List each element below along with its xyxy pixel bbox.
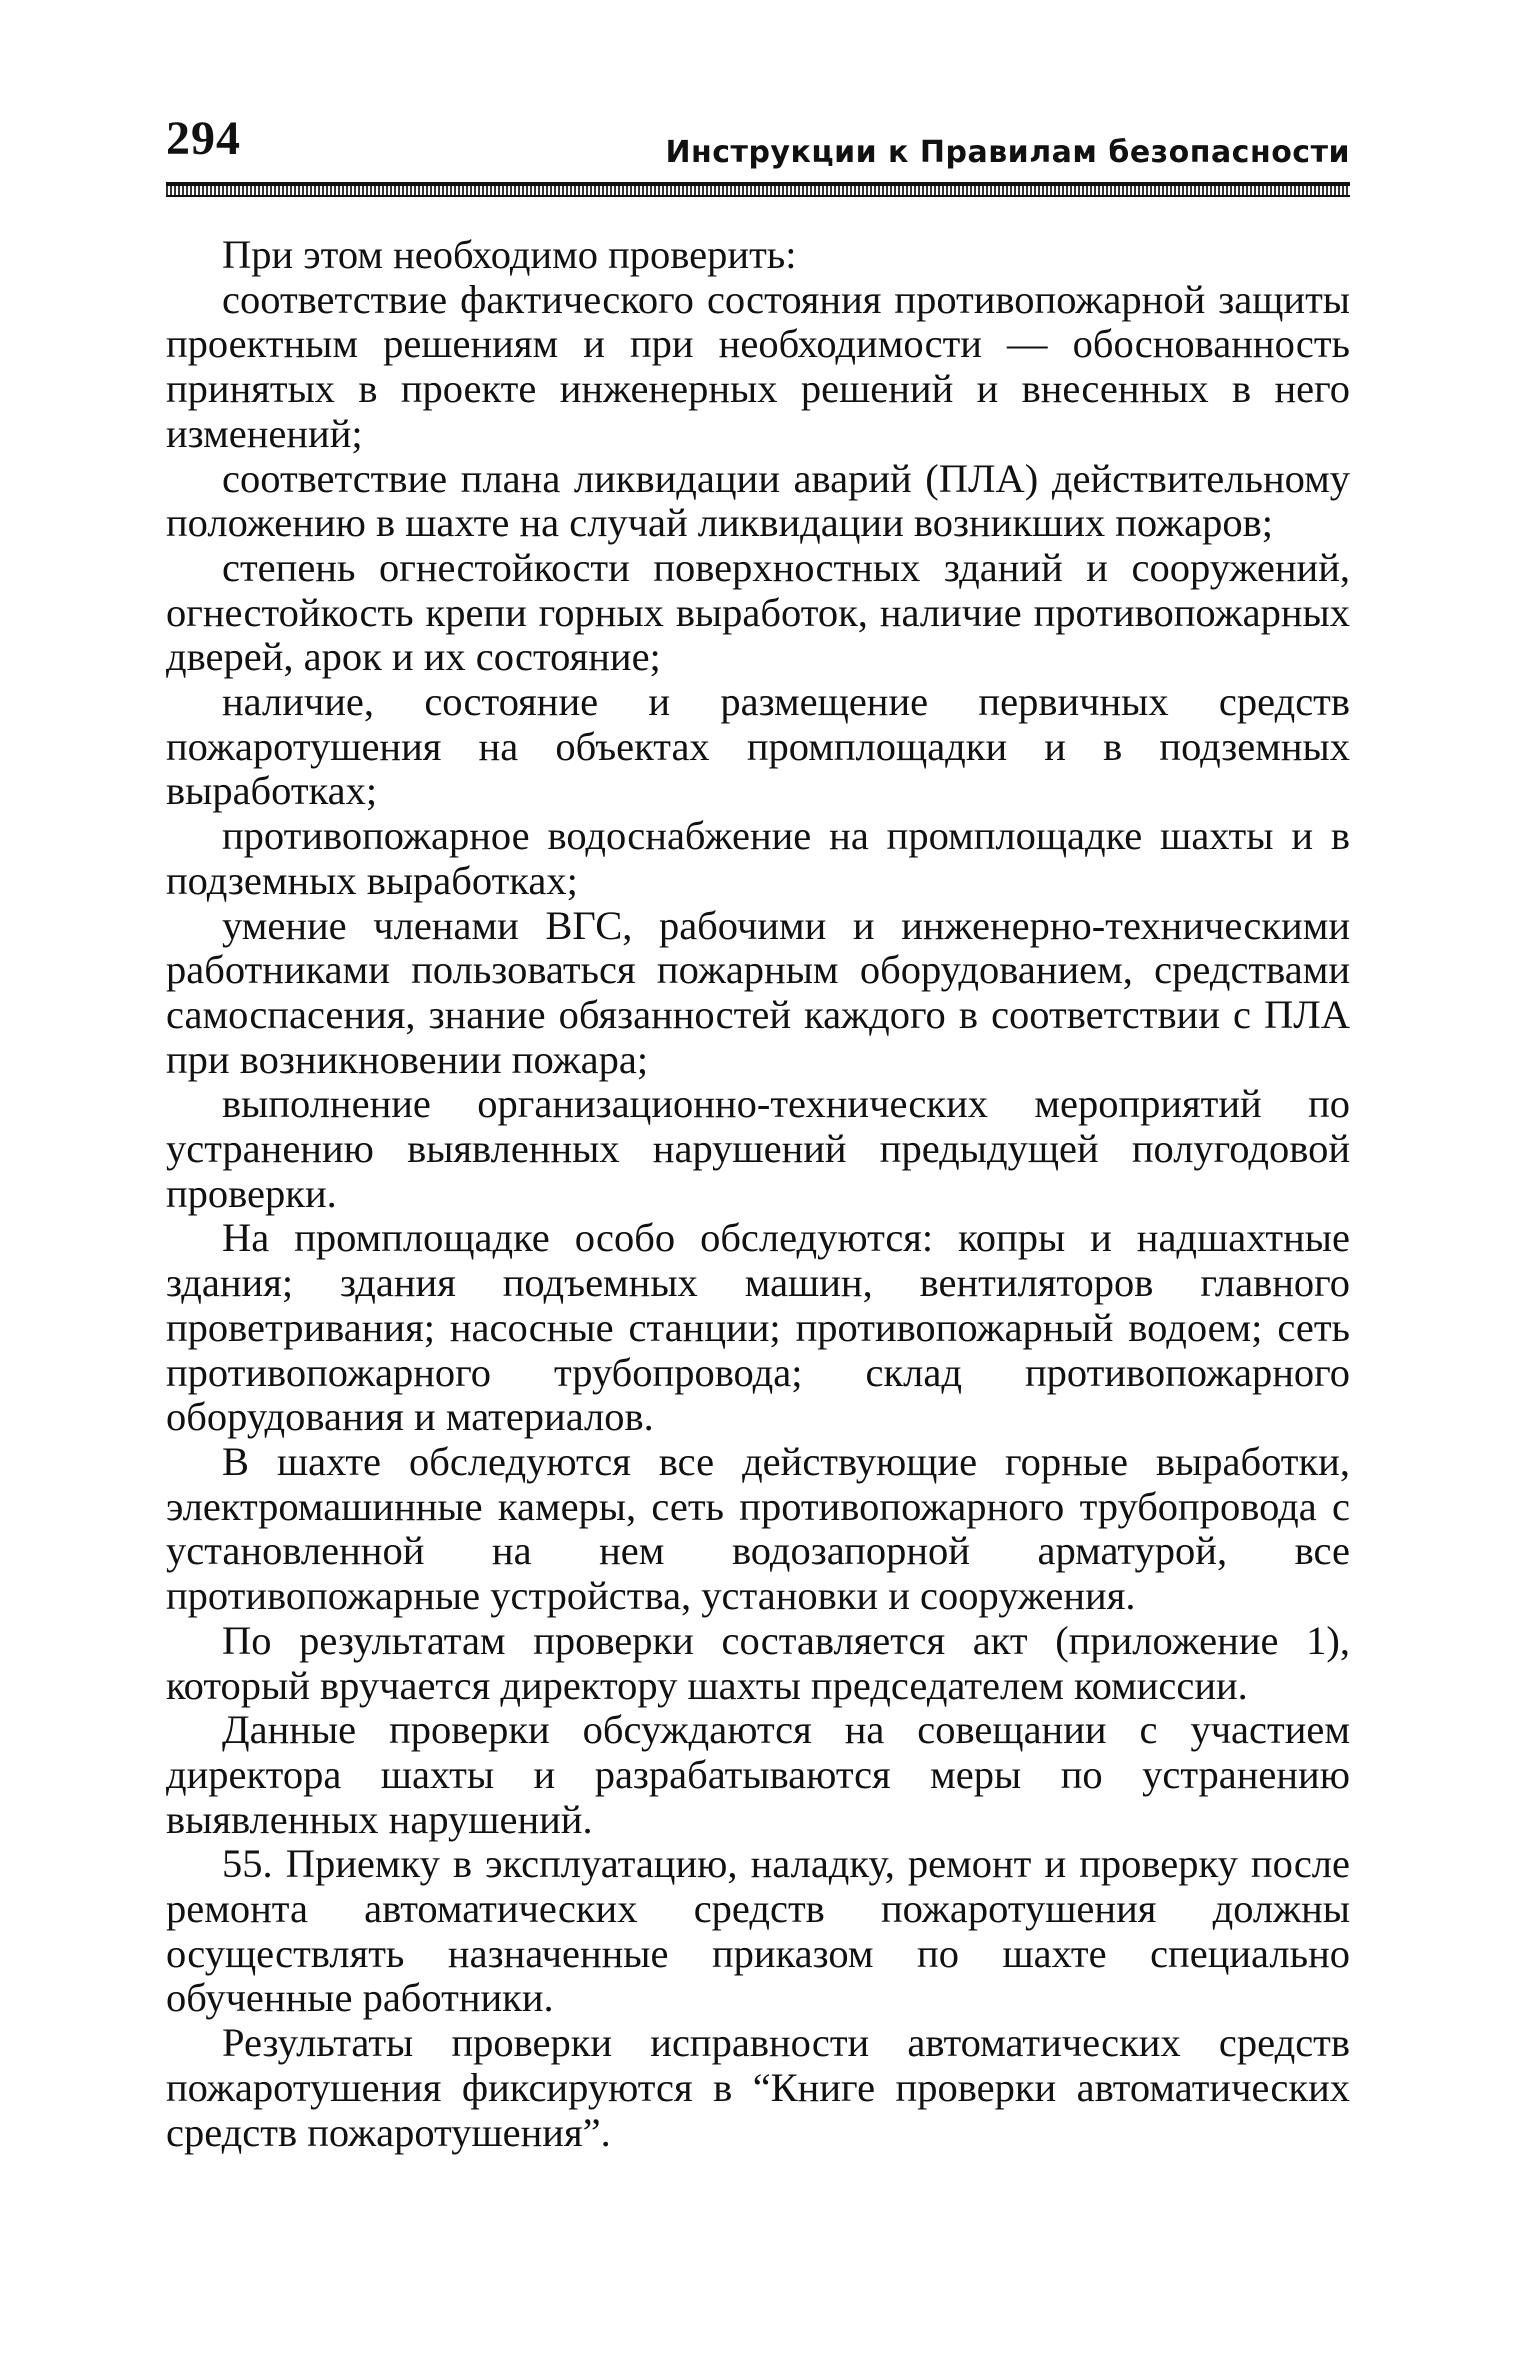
book-page bbox=[166, 110, 1350, 2155]
header-rule bbox=[166, 182, 1350, 197]
paragraph: наличие, состояние и размещение первичных средств пожаротушения на объектах промплощадки и в подземных выработках; bbox=[166, 679, 1350, 814]
paragraph: умение членами ВГС, рабочими и инженерно-техническими работниками пользоваться пожарным оборудованием, средствами самоспасения, знание обязанностей каждого в соответствии с ПЛА при возникновении пожара; bbox=[166, 902, 1350, 1082]
paragraph: При этом необходимо проверить: bbox=[222, 232, 797, 277]
body-text bbox=[166, 233, 1350, 2155]
paragraph: 55. Приемку в эксплуатацию, наладку, ремонт и проверку после ремонта автоматических средств пожаротушения должны осуществлять назначенные приказом по шахте специально обученные работники. bbox=[166, 1841, 1350, 2021]
paragraph: соответствие фактического состояния противопожарной защиты проектным решениям и при необходимости — обоснованность принятых в проекте инженерных решений и внесенных в него изменений; bbox=[166, 276, 1350, 456]
paragraph: соответствие плана ликвидации аварий (ПЛА) действительному положению в шахте на случай ликвидации возникших пожаров; bbox=[166, 455, 1350, 546]
paragraph: степень огнестойкости поверхностных зданий и сооружений, огнестойкость крепи горных выработок, наличие противопожарных дверей, арок и их состояние; bbox=[166, 544, 1350, 680]
paragraph: Данные проверки обсуждаются на совещании с участием директора шахты и разрабатываются меры по устранению выявленных нарушений. bbox=[166, 1707, 1350, 1842]
paragraph: противопожарное водоснабжение на промплощадке шахты и в подземных выработках; bbox=[166, 813, 1350, 903]
paragraph: На промплощадке особо обследуются: копры и надшахтные здания; здания подъемных машин, вентиляторов главного проветривания; насосные станции; противопожарный водоем; сеть противопожарного трубопровода; склад противопожарного оборудования и материалов. bbox=[166, 1215, 1350, 1440]
paragraph: Результаты проверки исправности автоматических средств пожаротушения фиксируются в “Книге проверки автоматических средств пожаротушения”. bbox=[166, 2020, 1350, 2155]
running-title: Инструкции к Правилам безопасности bbox=[665, 135, 1350, 170]
running-head bbox=[166, 110, 1350, 176]
paragraph: В шахте обследуются все действующие горные выработки, электромашинные камеры, сеть противопожарного трубопровода с установленной на нем водозапорной арматурой, все противопожарные устройства, установки и сооружения. bbox=[166, 1438, 1350, 1619]
paragraph: По результатам проверки составляется акт (приложение 1), который вручается директору шахты председателем комиссии. bbox=[166, 1617, 1350, 1708]
paragraph: выполнение организационно-технических мероприятий по устранению выявленных нарушений предыдущей полугодовой проверки. bbox=[166, 1081, 1350, 1216]
page-number: 294 bbox=[166, 112, 241, 165]
